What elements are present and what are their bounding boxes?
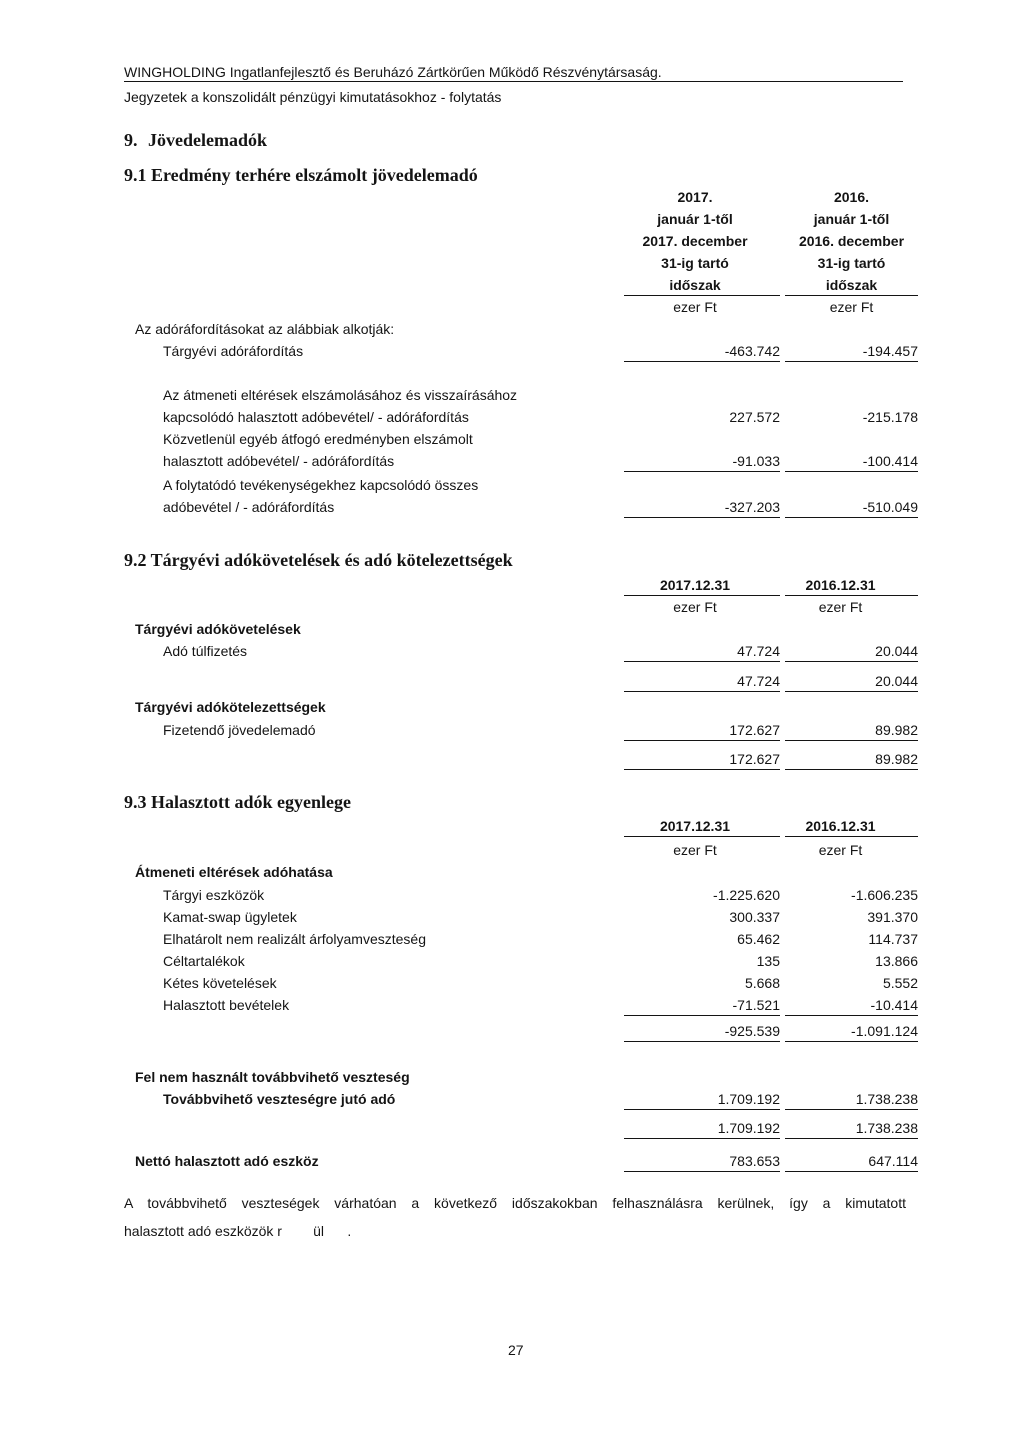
empty-label-cell: [124, 208, 624, 230]
company-name: WINGHOLDING Ingatlanfejlesztő és Beruházó Zártkörűen Működő Részvénytársaság.: [124, 64, 662, 80]
table-row: [124, 719, 918, 741]
group-heading: Fel nem használt továbbvihető veszteség: [135, 1069, 410, 1085]
table-row: [124, 450, 918, 472]
empty-label-cell: [124, 252, 624, 274]
value-2016: -510.049: [785, 496, 918, 518]
table-row: [124, 928, 918, 950]
col-2017-header: január 1-től: [657, 211, 733, 227]
col-2017-header: 2017.12.31: [624, 574, 780, 596]
value-2017: 227.572: [729, 409, 780, 425]
col-2017-header: 2017. december: [642, 233, 748, 249]
intro-label: Az adóráfordításokat az alábbiak alkotják:: [135, 321, 395, 337]
s91-header-row: [124, 230, 918, 252]
col-2016-header: 2016. december: [798, 233, 905, 249]
value-2016: 5.552: [882, 975, 918, 991]
row-label: Adó túlfizetés: [163, 643, 248, 659]
col-2016-header: 31-ig tartó: [817, 255, 886, 271]
group-heading-row: [124, 861, 918, 883]
value-2016: 20.044: [785, 640, 918, 662]
row-label: Céltartalékok: [163, 953, 245, 969]
empty-label-cell: [124, 574, 624, 596]
s91-unit-row: [124, 296, 918, 318]
value-2017: 65.462: [737, 931, 780, 947]
s92-header-row: [124, 574, 918, 596]
col-2016-header: 2016.12.31: [785, 815, 918, 837]
empty-label-cell: [124, 230, 624, 252]
empty-label-cell: [124, 596, 624, 618]
col-2017-header: 31-ig tartó: [661, 255, 729, 271]
row-label: kapcsolódó halasztott adóbevétel/ - adóráfordítás: [163, 409, 469, 425]
empty-label-cell: [124, 839, 624, 861]
table-row: [124, 906, 918, 928]
value-2017: -925.539: [624, 1020, 780, 1042]
value-2017: 172.627: [624, 719, 780, 741]
row-label: Az átmeneti eltérések elszámolásához és visszaírásához: [163, 387, 518, 403]
net-total-row: [124, 1150, 918, 1172]
note-paragraph-line-1: A továbbvihető veszteségek várhatóan a következő időszakokban felhasználásra kerülnek, így a kimutatott: [124, 1195, 906, 1211]
section-number: 9.: [124, 130, 138, 150]
value-2016: 1.738.238: [785, 1088, 918, 1110]
value-2016: 20.044: [785, 670, 918, 692]
unit-label: ezer Ft: [829, 299, 874, 315]
s92-unit-row: [124, 596, 918, 618]
subtotal-row: [124, 670, 918, 692]
s91-header-row: [124, 274, 918, 296]
value-2016: 114.737: [868, 931, 918, 947]
col-2017-header: időszak: [624, 274, 780, 296]
table-row: [124, 994, 918, 1016]
value-2017: -463.742: [624, 340, 780, 362]
value-2016: -10.414: [785, 994, 918, 1016]
table-row: [124, 972, 918, 994]
value-2016: 89.982: [785, 719, 918, 741]
value-2017: 47.724: [624, 640, 780, 662]
table-row: [124, 884, 918, 906]
row-label: Fizetendő jövedelemadó: [163, 722, 316, 738]
subsection-9-3-title: 9.3 Halasztott adók egyenlege: [124, 792, 351, 812]
value-2017: 135: [756, 953, 780, 969]
value-2017: 300.337: [729, 909, 780, 925]
table-row: [124, 340, 918, 362]
row-label: Tárgyévi adóráfordítás: [163, 343, 304, 359]
col-2017-header: 2017.12.31: [624, 815, 780, 837]
value-2016: -100.414: [785, 450, 918, 472]
group-heading-row: [124, 696, 918, 718]
value-2016: 391.370: [867, 909, 918, 925]
row-label: Tárgyi eszközök: [163, 887, 265, 903]
row-label: Közvetlenül egyéb átfogó eredményben elszámolt: [163, 431, 473, 447]
table-row-label-line: [124, 474, 918, 496]
table-row: [124, 406, 918, 428]
value-2016: 89.982: [785, 748, 918, 770]
value-2016: 647.114: [785, 1150, 918, 1172]
empty-label-cell: [124, 274, 624, 296]
row-label: Halasztott bevételek: [163, 997, 290, 1013]
table-row-label-line: [124, 384, 918, 406]
col-2016-header: január 1-től: [813, 211, 890, 227]
section-title: [124, 129, 267, 151]
empty-label-cell: [124, 670, 624, 692]
value-2016: -1.091.124: [785, 1020, 918, 1042]
subsection-9-2-title: 9.2 Tárgyévi adókövetelések és adó kötelezettségek: [124, 550, 513, 570]
row-label: Nettó halasztott adó eszköz: [135, 1153, 319, 1169]
row-label: adóbevétel / - adóráfordítás: [163, 499, 335, 515]
section-title-text: Jövedelemadók: [148, 130, 267, 150]
document-subtitle: Jegyzetek a konszolidált pénzügyi kimutatásokhoz - folytatás: [124, 89, 502, 105]
row-label: halasztott adóbevétel/ - adóráfordítás: [163, 453, 395, 469]
value-2017: -71.521: [624, 994, 780, 1016]
col-2016-header: 2016.: [833, 189, 870, 205]
subsection-9-1-title: 9.1 Eredmény terhére elszámolt jövedelemadó: [124, 165, 478, 185]
value-2017: 47.724: [624, 670, 780, 692]
header-rule: [124, 81, 903, 82]
unit-label: ezer Ft: [673, 842, 717, 858]
subtotal-row: [124, 1117, 918, 1139]
value-2016: -215.178: [862, 409, 918, 425]
row-label: A folytatódó tevékenységekhez kapcsolódó összes: [163, 477, 479, 493]
table-row-label-line: [124, 428, 918, 450]
total-row: [124, 496, 918, 518]
unit-label: ezer Ft: [818, 599, 863, 615]
unit-label: ezer Ft: [818, 842, 863, 858]
s91-header-row: [124, 208, 918, 230]
value-2017: 1.709.192: [624, 1088, 780, 1110]
empty-label-cell: [124, 748, 624, 770]
empty-label-cell: [124, 1020, 624, 1042]
note-paragraph-line-2: halasztott adó eszközök r ül .: [124, 1223, 352, 1239]
row-label: Kamat-swap ügyletek: [163, 909, 297, 925]
col-2016-header: időszak: [785, 274, 918, 296]
value-2017: 783.653: [624, 1150, 780, 1172]
value-2016: -194.457: [785, 340, 918, 362]
group-heading-row: [124, 618, 918, 640]
s93-header-row: [124, 815, 918, 837]
group-heading: Tárgyévi adókövetelések: [135, 621, 301, 637]
s91-header-row: [124, 252, 918, 274]
group-heading: Átmeneti eltérések adóhatása: [135, 864, 333, 880]
value-2017: 5.668: [744, 975, 780, 991]
s93-unit-row: [124, 839, 918, 861]
table-row: [124, 950, 918, 972]
table-row: [124, 1088, 918, 1110]
s91-header-row: [124, 186, 918, 208]
value-2017: -1.225.620: [713, 887, 780, 903]
value-2016: -1.606.235: [851, 887, 918, 903]
empty-label-cell: [124, 186, 624, 208]
value-2017: -91.033: [624, 450, 780, 472]
unit-label: ezer Ft: [673, 299, 717, 315]
page-number: 27: [508, 1342, 524, 1358]
s91-intro-row: [124, 318, 918, 340]
group-heading: Tárgyévi adókötelezettségek: [135, 699, 326, 715]
value-2017: 1.709.192: [624, 1117, 780, 1139]
value-2017: -327.203: [624, 496, 780, 518]
unit-label: ezer Ft: [673, 599, 717, 615]
empty-label-cell: [124, 815, 624, 837]
empty-label-cell: [124, 296, 624, 318]
value-2017: 172.627: [624, 748, 780, 770]
value-2016: 13.866: [875, 953, 918, 969]
col-2017-header: 2017.: [677, 189, 713, 205]
value-2016: 1.738.238: [785, 1117, 918, 1139]
col-2016-header: 2016.12.31: [785, 574, 918, 596]
subtotal-row: [124, 748, 918, 770]
table-row: [124, 640, 918, 662]
empty-label-cell: [124, 1117, 624, 1139]
row-label: Továbbvihető veszteségre jutó adó: [163, 1091, 396, 1107]
row-label: Kétes követelések: [163, 975, 277, 991]
row-label: Elhatárolt nem realizált árfolyamveszteség: [163, 931, 427, 947]
subtotal-row: [124, 1020, 918, 1042]
group-heading-row: [124, 1066, 918, 1088]
